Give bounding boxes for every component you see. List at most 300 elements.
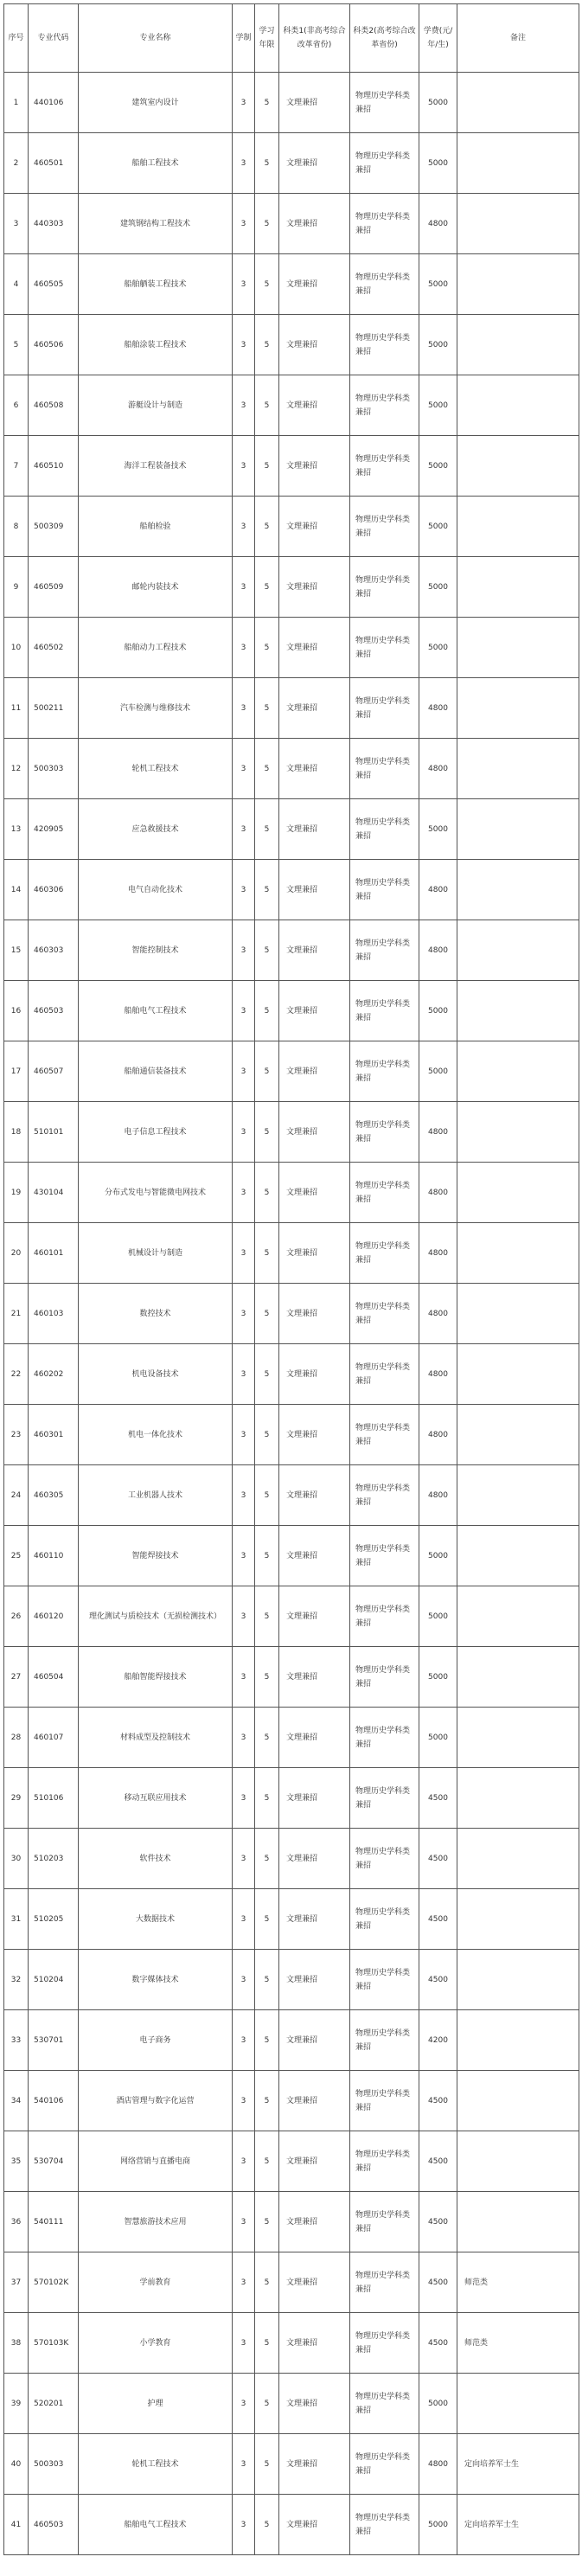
cell-no: 3 — [4, 194, 29, 254]
cell-cat2: 物理历史学科类兼招 — [350, 2071, 419, 2131]
header-name: 专业名称 — [79, 4, 233, 73]
cell-code: 570103K — [29, 2313, 79, 2374]
cell-system: 3 — [233, 2313, 255, 2374]
cell-years: 5 — [255, 2071, 279, 2131]
cell-cat2: 物理历史学科类兼招 — [350, 618, 419, 678]
cell-code: 430104 — [29, 1163, 79, 1223]
cell-years: 5 — [255, 1284, 279, 1344]
cell-years: 5 — [255, 133, 279, 194]
cell-note — [457, 2374, 579, 2434]
cell-note — [457, 1768, 579, 1829]
cell-fee: 4800 — [419, 678, 457, 739]
cell-code: 460501 — [29, 133, 79, 194]
cell-cat1: 文理兼招 — [279, 860, 350, 920]
cell-code: 460103 — [29, 1284, 79, 1344]
cell-cat1: 文理兼招 — [279, 2374, 350, 2434]
cell-fee: 5000 — [419, 2495, 457, 2555]
cell-fee: 5000 — [419, 315, 457, 375]
cell-fee: 4500 — [419, 2071, 457, 2131]
cell-no: 23 — [4, 1405, 29, 1465]
cell-years: 5 — [255, 1465, 279, 1526]
cell-system: 3 — [233, 2495, 255, 2555]
cell-years: 5 — [255, 1344, 279, 1405]
cell-cat2: 物理历史学科类兼招 — [350, 254, 419, 315]
cell-cat2: 物理历史学科类兼招 — [350, 436, 419, 497]
cell-fee: 4800 — [419, 2434, 457, 2495]
cell-name: 船舶电气工程技术 — [79, 981, 233, 1041]
cell-fee: 4200 — [419, 2010, 457, 2071]
cell-code: 440106 — [29, 73, 79, 133]
table-row — [4, 1284, 579, 1344]
cell-fee: 4500 — [419, 1950, 457, 2010]
cell-cat2: 物理历史学科类兼招 — [350, 1284, 419, 1344]
cell-name: 材料成型及控制技术 — [79, 1708, 233, 1768]
cell-fee: 4800 — [419, 1163, 457, 1223]
cell-system: 3 — [233, 497, 255, 557]
cell-fee: 5000 — [419, 375, 457, 436]
cell-fee: 5000 — [419, 1041, 457, 1102]
cell-system: 3 — [233, 194, 255, 254]
cell-fee: 4500 — [419, 2192, 457, 2252]
cell-cat2: 物理历史学科类兼招 — [350, 1163, 419, 1223]
cell-system: 3 — [233, 315, 255, 375]
cell-fee: 5000 — [419, 1526, 457, 1586]
cell-system: 3 — [233, 860, 255, 920]
cell-note — [457, 73, 579, 133]
table-row — [4, 2374, 579, 2434]
cell-cat2: 物理历史学科类兼招 — [350, 739, 419, 799]
cell-name: 智能控制技术 — [79, 920, 233, 981]
cell-name: 智能焊接技术 — [79, 1526, 233, 1586]
cell-years: 5 — [255, 2313, 279, 2374]
table-row — [4, 497, 579, 557]
cell-name: 机械设计与制造 — [79, 1223, 233, 1284]
cell-code: 520201 — [29, 2374, 79, 2434]
cell-name: 数字媒体技术 — [79, 1950, 233, 2010]
table-row — [4, 920, 579, 981]
cell-no: 39 — [4, 2374, 29, 2434]
cell-system: 3 — [233, 1768, 255, 1829]
cell-no: 16 — [4, 981, 29, 1041]
cell-cat2: 物理历史学科类兼招 — [350, 860, 419, 920]
table-row — [4, 2252, 579, 2313]
cell-cat2: 物理历史学科类兼招 — [350, 194, 419, 254]
table-row — [4, 618, 579, 678]
cell-cat1: 文理兼招 — [279, 2434, 350, 2495]
cell-cat2: 物理历史学科类兼招 — [350, 1586, 419, 1647]
cell-cat1: 文理兼招 — [279, 1768, 350, 1829]
cell-years: 5 — [255, 1829, 279, 1889]
cell-system: 3 — [233, 1526, 255, 1586]
cell-cat2: 物理历史学科类兼招 — [350, 2495, 419, 2555]
header-cat2: 科类2(高考综合改革省份) — [350, 4, 419, 73]
cell-system: 3 — [233, 2071, 255, 2131]
cell-name: 轮机工程技术 — [79, 2434, 233, 2495]
cell-no: 11 — [4, 678, 29, 739]
cell-years: 5 — [255, 1768, 279, 1829]
cell-code: 460202 — [29, 1344, 79, 1405]
table-row — [4, 1163, 579, 1223]
cell-note — [457, 920, 579, 981]
cell-note — [457, 1102, 579, 1163]
header-no: 序号 — [4, 4, 29, 73]
cell-cat1: 文理兼招 — [279, 133, 350, 194]
cell-code: 500303 — [29, 2434, 79, 2495]
cell-name: 船舶通信装备技术 — [79, 1041, 233, 1102]
cell-system: 3 — [233, 2010, 255, 2071]
table-body — [4, 73, 579, 2555]
cell-cat1: 文理兼招 — [279, 1889, 350, 1950]
cell-code: 460505 — [29, 254, 79, 315]
cell-note — [457, 981, 579, 1041]
cell-code: 510106 — [29, 1768, 79, 1829]
cell-name: 智慧旅游技术应用 — [79, 2192, 233, 2252]
cell-no: 15 — [4, 920, 29, 981]
cell-cat2: 物理历史学科类兼招 — [350, 2434, 419, 2495]
cell-code: 460301 — [29, 1405, 79, 1465]
cell-code: 460504 — [29, 1647, 79, 1708]
cell-no: 40 — [4, 2434, 29, 2495]
cell-name: 海洋工程装备技术 — [79, 436, 233, 497]
cell-no: 32 — [4, 1950, 29, 2010]
cell-note — [457, 2192, 579, 2252]
table-row — [4, 133, 579, 194]
cell-code: 460502 — [29, 618, 79, 678]
cell-no: 17 — [4, 1041, 29, 1102]
cell-cat2: 物理历史学科类兼招 — [350, 1041, 419, 1102]
cell-cat2: 物理历史学科类兼招 — [350, 920, 419, 981]
cell-note — [457, 1950, 579, 2010]
cell-cat1: 文理兼招 — [279, 1041, 350, 1102]
cell-years: 5 — [255, 860, 279, 920]
cell-cat1: 文理兼招 — [279, 678, 350, 739]
cell-fee: 4800 — [419, 920, 457, 981]
cell-cat1: 文理兼招 — [279, 739, 350, 799]
cell-cat2: 物理历史学科类兼招 — [350, 1465, 419, 1526]
cell-no: 14 — [4, 860, 29, 920]
cell-no: 21 — [4, 1284, 29, 1344]
cell-note — [457, 1041, 579, 1102]
table-row — [4, 1465, 579, 1526]
cell-fee: 5000 — [419, 436, 457, 497]
cell-note — [457, 2131, 579, 2192]
cell-system: 3 — [233, 1284, 255, 1344]
cell-cat2: 物理历史学科类兼招 — [350, 133, 419, 194]
cell-fee: 5000 — [419, 1647, 457, 1708]
cell-system: 3 — [233, 1647, 255, 1708]
table-row — [4, 1889, 579, 1950]
cell-code: 460303 — [29, 920, 79, 981]
cell-no: 22 — [4, 1344, 29, 1405]
cell-cat2: 物理历史学科类兼招 — [350, 375, 419, 436]
cell-cat2: 物理历史学科类兼招 — [350, 1768, 419, 1829]
cell-cat2: 物理历史学科类兼招 — [350, 2374, 419, 2434]
table-row — [4, 2010, 579, 2071]
cell-name: 学前教育 — [79, 2252, 233, 2313]
table-row — [4, 1647, 579, 1708]
cell-cat1: 文理兼招 — [279, 1647, 350, 1708]
cell-years: 5 — [255, 981, 279, 1041]
table-header-row — [4, 4, 579, 73]
cell-system: 3 — [233, 981, 255, 1041]
cell-no: 37 — [4, 2252, 29, 2313]
header-system: 学制 — [233, 4, 255, 73]
cell-years: 5 — [255, 375, 279, 436]
cell-code: 500211 — [29, 678, 79, 739]
cell-name: 汽车检测与维修技术 — [79, 678, 233, 739]
cell-system: 3 — [233, 557, 255, 618]
cell-no: 25 — [4, 1526, 29, 1586]
cell-no: 24 — [4, 1465, 29, 1526]
cell-no: 35 — [4, 2131, 29, 2192]
cell-cat1: 文理兼招 — [279, 254, 350, 315]
header-code: 专业代码 — [29, 4, 79, 73]
cell-name: 移动互联应用技术 — [79, 1768, 233, 1829]
cell-fee: 4800 — [419, 1102, 457, 1163]
cell-name: 机电一体化技术 — [79, 1405, 233, 1465]
table-row — [4, 1526, 579, 1586]
cell-note — [457, 194, 579, 254]
cell-no: 31 — [4, 1889, 29, 1950]
cell-no: 2 — [4, 133, 29, 194]
table-row — [4, 2313, 579, 2374]
table-row — [4, 1041, 579, 1102]
cell-no: 6 — [4, 375, 29, 436]
cell-system: 3 — [233, 2131, 255, 2192]
cell-cat1: 文理兼招 — [279, 436, 350, 497]
cell-system: 3 — [233, 678, 255, 739]
cell-years: 5 — [255, 920, 279, 981]
cell-years: 5 — [255, 254, 279, 315]
cell-name: 理化测试与质检技术（无损检测技术） — [79, 1586, 233, 1647]
cell-note: 师范类 — [457, 2252, 579, 2313]
header-years: 学习年限 — [255, 4, 279, 73]
cell-years: 5 — [255, 1708, 279, 1768]
cell-cat2: 物理历史学科类兼招 — [350, 1889, 419, 1950]
cell-name: 船舶工程技术 — [79, 133, 233, 194]
cell-cat2: 物理历史学科类兼招 — [350, 2131, 419, 2192]
cell-no: 12 — [4, 739, 29, 799]
cell-cat1: 文理兼招 — [279, 2071, 350, 2131]
cell-code: 460305 — [29, 1465, 79, 1526]
table-row — [4, 73, 579, 133]
table-row — [4, 1223, 579, 1284]
cell-no: 36 — [4, 2192, 29, 2252]
cell-cat1: 文理兼招 — [279, 1708, 350, 1768]
cell-note — [457, 739, 579, 799]
table-row — [4, 2131, 579, 2192]
cell-cat1: 文理兼招 — [279, 1102, 350, 1163]
cell-name: 酒店管理与数字化运营 — [79, 2071, 233, 2131]
cell-note — [457, 2010, 579, 2071]
cell-note: 定向培养军士生 — [457, 2495, 579, 2555]
cell-system: 3 — [233, 1405, 255, 1465]
cell-code: 460503 — [29, 2495, 79, 2555]
header-cat1: 科类1(非高考综合改革省份) — [279, 4, 350, 73]
cell-cat1: 文理兼招 — [279, 1405, 350, 1465]
cell-note — [457, 497, 579, 557]
cell-cat2: 物理历史学科类兼招 — [350, 2313, 419, 2374]
cell-no: 20 — [4, 1223, 29, 1284]
cell-cat2: 物理历史学科类兼招 — [350, 1708, 419, 1768]
cell-cat1: 文理兼招 — [279, 920, 350, 981]
cell-name: 邮轮内装技术 — [79, 557, 233, 618]
cell-fee: 4500 — [419, 1889, 457, 1950]
cell-system: 3 — [233, 1102, 255, 1163]
cell-system: 3 — [233, 1465, 255, 1526]
cell-fee: 4800 — [419, 860, 457, 920]
cell-years: 5 — [255, 1405, 279, 1465]
cell-years: 5 — [255, 2374, 279, 2434]
cell-name: 护理 — [79, 2374, 233, 2434]
cell-note — [457, 133, 579, 194]
cell-years: 5 — [255, 315, 279, 375]
cell-name: 船舶涂装工程技术 — [79, 315, 233, 375]
cell-cat1: 文理兼招 — [279, 1223, 350, 1284]
cell-note — [457, 1647, 579, 1708]
cell-note — [457, 678, 579, 739]
cell-cat2: 物理历史学科类兼招 — [350, 1950, 419, 2010]
cell-code: 460510 — [29, 436, 79, 497]
table-row — [4, 1708, 579, 1768]
cell-no: 5 — [4, 315, 29, 375]
cell-system: 3 — [233, 1163, 255, 1223]
cell-system: 3 — [233, 2192, 255, 2252]
table-row — [4, 678, 579, 739]
cell-code: 510205 — [29, 1889, 79, 1950]
cell-cat1: 文理兼招 — [279, 1344, 350, 1405]
cell-fee: 4800 — [419, 739, 457, 799]
cell-years: 5 — [255, 1889, 279, 1950]
table-row — [4, 1829, 579, 1889]
cell-years: 5 — [255, 436, 279, 497]
cell-code: 500309 — [29, 497, 79, 557]
cell-note — [457, 1526, 579, 1586]
cell-cat1: 文理兼招 — [279, 981, 350, 1041]
cell-cat2: 物理历史学科类兼招 — [350, 2010, 419, 2071]
majors-table-container — [3, 3, 579, 2555]
cell-years: 5 — [255, 1163, 279, 1223]
cell-years: 5 — [255, 497, 279, 557]
cell-note — [457, 1465, 579, 1526]
table-row — [4, 254, 579, 315]
cell-name: 分布式发电与智能微电网技术 — [79, 1163, 233, 1223]
cell-fee: 4500 — [419, 2252, 457, 2313]
cell-code: 540106 — [29, 2071, 79, 2131]
table-row — [4, 1950, 579, 2010]
cell-years: 5 — [255, 1950, 279, 2010]
cell-system: 3 — [233, 436, 255, 497]
table-row — [4, 1768, 579, 1829]
cell-code: 500303 — [29, 739, 79, 799]
cell-fee: 5000 — [419, 1708, 457, 1768]
cell-no: 7 — [4, 436, 29, 497]
cell-cat1: 文理兼招 — [279, 2010, 350, 2071]
cell-note — [457, 1889, 579, 1950]
cell-name: 船舶电气工程技术 — [79, 2495, 233, 2555]
cell-cat1: 文理兼招 — [279, 2313, 350, 2374]
cell-note — [457, 315, 579, 375]
cell-system: 3 — [233, 73, 255, 133]
cell-years: 5 — [255, 2192, 279, 2252]
cell-system: 3 — [233, 1344, 255, 1405]
cell-system: 3 — [233, 1223, 255, 1284]
cell-cat2: 物理历史学科类兼招 — [350, 1405, 419, 1465]
cell-years: 5 — [255, 618, 279, 678]
cell-cat2: 物理历史学科类兼招 — [350, 1647, 419, 1708]
cell-years: 5 — [255, 799, 279, 860]
cell-no: 34 — [4, 2071, 29, 2131]
cell-fee: 4800 — [419, 1465, 457, 1526]
cell-fee: 4500 — [419, 2131, 457, 2192]
cell-no: 33 — [4, 2010, 29, 2071]
cell-system: 3 — [233, 1041, 255, 1102]
cell-years: 5 — [255, 2131, 279, 2192]
cell-cat2: 物理历史学科类兼招 — [350, 315, 419, 375]
cell-years: 5 — [255, 1526, 279, 1586]
cell-code: 510203 — [29, 1829, 79, 1889]
cell-cat1: 文理兼招 — [279, 1950, 350, 2010]
cell-note — [457, 1344, 579, 1405]
table-row — [4, 1586, 579, 1647]
cell-cat1: 文理兼招 — [279, 1465, 350, 1526]
cell-cat2: 物理历史学科类兼招 — [350, 2192, 419, 2252]
cell-note — [457, 618, 579, 678]
cell-fee: 5000 — [419, 2374, 457, 2434]
table-row — [4, 557, 579, 618]
cell-no: 27 — [4, 1647, 29, 1708]
cell-note — [457, 1284, 579, 1344]
cell-no: 8 — [4, 497, 29, 557]
cell-fee: 5000 — [419, 799, 457, 860]
cell-no: 38 — [4, 2313, 29, 2374]
table-row — [4, 1102, 579, 1163]
cell-years: 5 — [255, 2434, 279, 2495]
cell-cat2: 物理历史学科类兼招 — [350, 1526, 419, 1586]
cell-fee: 5000 — [419, 981, 457, 1041]
cell-no: 4 — [4, 254, 29, 315]
cell-name: 建筑钢结构工程技术 — [79, 194, 233, 254]
cell-years: 5 — [255, 739, 279, 799]
cell-note: 师范类 — [457, 2313, 579, 2374]
cell-system: 3 — [233, 1829, 255, 1889]
cell-cat1: 文理兼招 — [279, 1163, 350, 1223]
cell-system: 3 — [233, 133, 255, 194]
cell-no: 10 — [4, 618, 29, 678]
cell-note — [457, 1405, 579, 1465]
cell-code: 460507 — [29, 1041, 79, 1102]
cell-no: 18 — [4, 1102, 29, 1163]
table-row — [4, 1344, 579, 1405]
cell-code: 460503 — [29, 981, 79, 1041]
cell-system: 3 — [233, 1889, 255, 1950]
table-row — [4, 315, 579, 375]
cell-cat2: 物理历史学科类兼招 — [350, 73, 419, 133]
cell-note — [457, 2071, 579, 2131]
cell-code: 460107 — [29, 1708, 79, 1768]
cell-code: 510204 — [29, 1950, 79, 2010]
cell-cat1: 文理兼招 — [279, 497, 350, 557]
cell-name: 数控技术 — [79, 1284, 233, 1344]
cell-code: 460120 — [29, 1586, 79, 1647]
cell-note: 定向培养军士生 — [457, 2434, 579, 2495]
cell-no: 29 — [4, 1768, 29, 1829]
cell-note — [457, 799, 579, 860]
cell-years: 5 — [255, 1102, 279, 1163]
cell-name: 应急救援技术 — [79, 799, 233, 860]
cell-cat2: 物理历史学科类兼招 — [350, 678, 419, 739]
cell-cat2: 物理历史学科类兼招 — [350, 1344, 419, 1405]
